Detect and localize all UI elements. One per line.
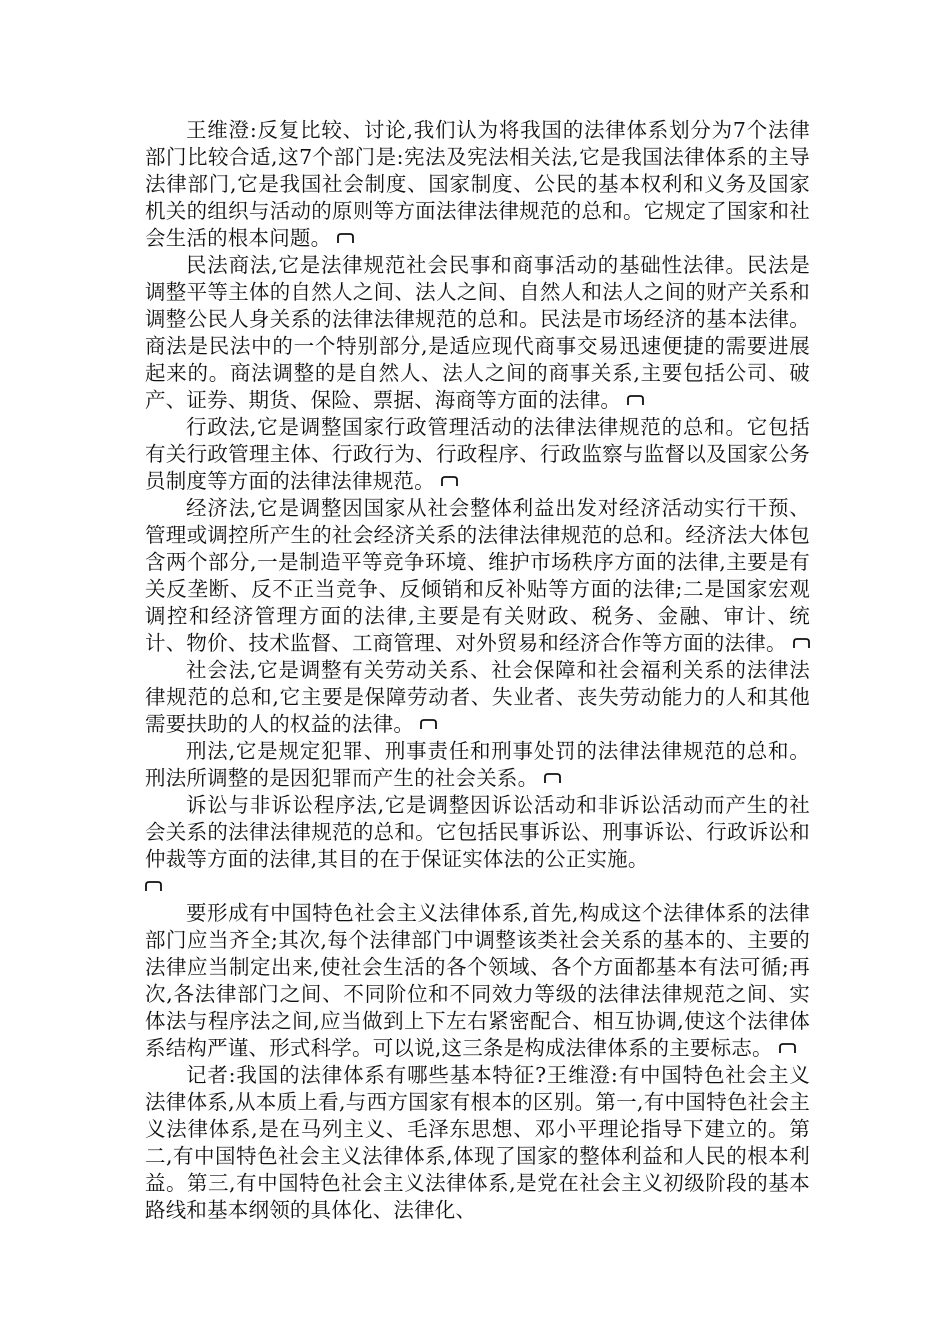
paragraph-mark-icon <box>793 638 810 648</box>
paragraph-text: 记者:我国的法律体系有哪些基本特征?王维澄:有中国特色社会主义法律体系,从本质上看,与西方国家有根本的区别。第一,有中国特色社会主义法律体系,是在马列主义、毛泽东思想、邓小平理论指导下建立的。第二,有中国特色社会主义法律体系,体现了国家的整体利益和人民的根本利益。第三,有中国特色社会主义法律体系,是党在社会主义初级阶段的基本路线和基本纲领的具体化、法律化、 <box>145 1063 810 1222</box>
paragraph-mark-icon <box>544 773 561 783</box>
paragraph-4 <box>145 495 810 657</box>
document-body <box>145 117 810 1224</box>
paragraph-text: 要形成有中国特色社会主义法律体系,首先,构成这个法律体系的法律部门应当齐全;其次,每个法律部门中调整该类社会关系的基本的、主要的法律应当制定出来,使社会生活的各个领域、各个方面都基本有法可循;再次,各法律部门之间、不同阶位和不同效力等级的法律法律规范之间、实体法与程序法之间,应当做到上下左右紧密配合、相互协调,使这个法律体系结构严谨、形式科学。可以说,这三条是构成法律体系的主要标志。 <box>145 901 810 1060</box>
paragraph-1 <box>145 117 810 252</box>
paragraph-text: 社会法,它是调整有关劳动关系、社会保障和社会福利关系的法律法律规范的总和,它主要是保障劳动者、失业者、丧失劳动能力的人和其他需要扶助的人的权益的法律。 <box>145 658 810 736</box>
paragraph-3 <box>145 414 810 495</box>
paragraph-7 <box>145 792 810 873</box>
paragraph-text: 经济法,它是调整因国家从社会整体利益出发对经济活动实行干预、管理或调控所产生的社会经济关系的法律法律规范的总和。经济法大体包含两个部分,一是制造平等竞争环境、维护市场秩序方面的法律,主要是有关反垄断、反不正当竞争、反倾销和反补贴等方面的法律;二是国家宏观调控和经济管理方面的法律,主要是有关财政、税务、金融、审计、统计、物价、技术监督、工商管理、对外贸易和经济合作等方面的法律。 <box>145 496 810 655</box>
paragraph-text: 民法商法,它是法律规范社会民事和商事活动的基础性法律。民法是调整平等主体的自然人之间、法人之间、自然人和法人之间的财产关系和调整公民人身关系的法律法律规范的总和。民法是市场经济的基本法律。商法是民法中的一个特别部分,是适应现代商事交易迅速便捷的需要进展起来的。商法调整的是自然人、法人之间的商事关系,主要包括公司、破产、证券、期货、保险、票据、海商等方面的法律。 <box>145 253 810 412</box>
paragraph-6 <box>145 738 810 792</box>
paragraph-mark-icon <box>145 881 162 891</box>
paragraph-mark-icon <box>420 719 437 729</box>
paragraph-text: 行政法,它是调整国家行政管理活动的法律法律规范的总和。它包括有关行政管理主体、行政行为、行政程序、行政监察与监督以及国家公务员制度等方面的法律法律规范。 <box>145 415 810 493</box>
paragraph-mark-icon <box>627 395 644 405</box>
paragraph-mark-icon <box>779 1043 796 1053</box>
paragraph-9 <box>145 1062 810 1224</box>
paragraph-text: 王维澄:反复比较、讨论,我们认为将我国的法律体系划分为7个法律部门比较合适,这7个部门是:宪法及宪法相关法,它是我国法律体系的主导法律部门,它是我国社会制度、国家制度、公民的基本权利和义务及国家机关的组织与活动的原则等方面法律法律规范的总和。它规定了国家和社会生活的根本问题。 <box>145 118 810 250</box>
paragraph-mark-icon <box>441 476 458 486</box>
paragraph-text: 诉讼与非诉讼程序法,它是调整因诉讼活动和非诉讼活动而产生的社会关系的法律法律规范的总和。它包括民事诉讼、刑事诉讼、行政诉讼和仲裁等方面的法律,其目的在于保证实体法的公正实施。 <box>145 793 810 871</box>
paragraph-8 <box>145 900 810 1062</box>
paragraph-7-mark-line <box>145 873 810 900</box>
paragraph-text: 刑法,它是规定犯罪、刑事责任和刑事处罚的法律法律规范的总和。刑法所调整的是因犯罪而产生的社会关系。 <box>145 739 810 790</box>
paragraph-5 <box>145 657 810 738</box>
paragraph-2 <box>145 252 810 414</box>
paragraph-mark-icon <box>337 233 354 243</box>
